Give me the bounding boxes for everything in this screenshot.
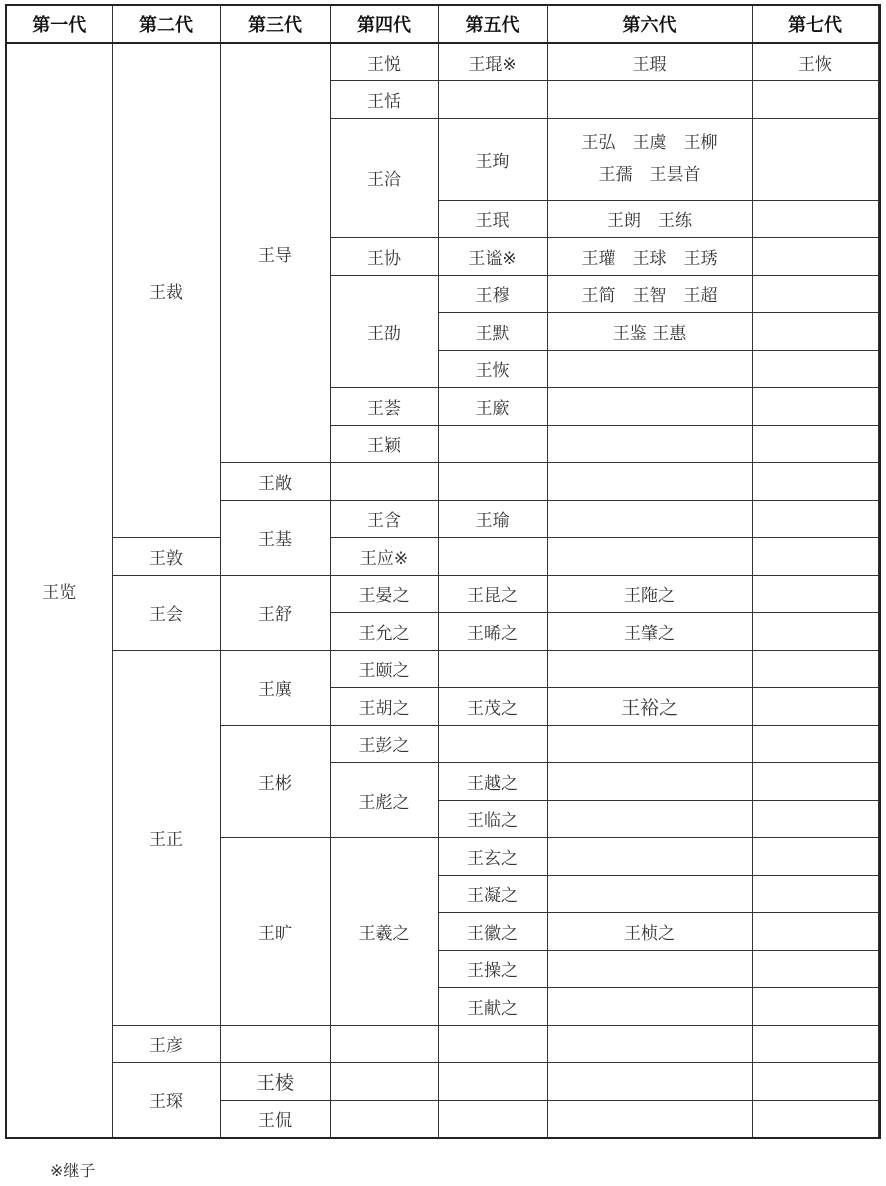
empty-cell <box>330 1025 438 1063</box>
header-gen3: 第三代 <box>220 5 330 43</box>
gen2-wang-cai: 王裁 <box>112 43 220 538</box>
table-row <box>6 1063 880 1101</box>
empty-cell <box>438 463 547 501</box>
gen6-mo-children: 王鉴 王惠 <box>547 313 752 351</box>
empty-cell <box>752 988 878 1026</box>
gen4-wang-xizhi: 王羲之 <box>330 838 438 1026</box>
gen3-wang-yi: 王廙 <box>220 650 330 725</box>
gen3-wang-dun: 王敦 <box>112 538 220 576</box>
gen5-wang-ningzhi: 王凝之 <box>438 875 547 913</box>
header-gen2: 第二代 <box>112 5 220 43</box>
gen6-min-children: 王朗 王练 <box>547 200 752 238</box>
gen4-wang-ying: 王应※ <box>330 538 438 576</box>
table-row <box>6 538 880 576</box>
gen5-wang-huizhi: 王徽之 <box>438 913 547 951</box>
gen3-wang-bin: 王彬 <box>220 725 330 838</box>
table-row <box>6 43 880 81</box>
empty-cell <box>547 950 752 988</box>
empty-cell <box>752 81 878 119</box>
gen5-wang-kun: 王琨※ <box>438 43 547 81</box>
header-gen5: 第五代 <box>438 5 547 43</box>
empty-cell <box>752 838 878 876</box>
gen5-wang-hui: 王恢 <box>438 350 547 388</box>
gen4-wang-yu: 王瑜 <box>438 500 547 538</box>
gen3-wang-shu: 王舒 <box>220 575 330 650</box>
gen5-wang-xianzhi: 王献之 <box>438 988 547 1026</box>
gen2-wang-hui: 王会 <box>112 575 220 650</box>
empty-cell <box>547 763 752 801</box>
empty-cell <box>752 725 878 763</box>
empty-cell <box>547 800 752 838</box>
empty-cell <box>752 1063 878 1101</box>
gen4-wang-yizhi: 王颐之 <box>330 650 438 688</box>
empty-cell <box>438 725 547 763</box>
empty-cell <box>547 838 752 876</box>
genealogy-table <box>5 4 881 1139</box>
gen3-wang-han: 王含 <box>330 500 438 538</box>
gen6-wang-tuozhi: 王陁之 <box>547 575 752 613</box>
table-row <box>6 1025 880 1063</box>
empty-cell <box>752 688 878 726</box>
gen4-wang-yanzhi: 王晏之 <box>330 575 438 613</box>
gen6-wang-zhenzhi: 王桢之 <box>547 913 752 951</box>
gen6-wang-zhaozhi: 王肇之 <box>547 613 752 651</box>
gen2-wang-yan: 王彦 <box>112 1025 220 1063</box>
header-row <box>6 5 880 43</box>
empty-cell <box>438 538 547 576</box>
empty-cell <box>438 650 547 688</box>
gen5-wang-maozhi: 王茂之 <box>438 688 547 726</box>
empty-cell <box>547 650 752 688</box>
gen4-wang-pengzhi: 王彭之 <box>330 725 438 763</box>
empty-cell <box>330 1063 438 1101</box>
empty-cell <box>752 875 878 913</box>
gen3-wang-kan: 王侃 <box>220 1100 330 1138</box>
xun-children-line1: 王弘 王虞 王柳 <box>581 132 718 153</box>
empty-cell <box>547 725 752 763</box>
empty-cell <box>752 238 878 276</box>
empty-cell <box>220 1025 330 1063</box>
empty-cell <box>547 875 752 913</box>
header-gen1: 第一代 <box>6 5 112 43</box>
empty-cell <box>752 800 878 838</box>
table-row <box>6 650 880 688</box>
gen6-mi-children: 王瓘 王球 王琇 <box>547 238 752 276</box>
empty-cell <box>752 1100 878 1138</box>
gen3-wang-dao: 王导 <box>220 43 330 463</box>
gen7-wang-hui: 王恢 <box>752 43 878 81</box>
gen4-wang-qia: 王洽 <box>330 118 438 238</box>
empty-cell <box>752 763 878 801</box>
empty-cell <box>752 538 878 576</box>
empty-cell <box>547 425 752 463</box>
empty-cell <box>438 425 547 463</box>
empty-cell <box>547 988 752 1026</box>
gen2-wang-zheng: 王正 <box>112 650 220 1025</box>
gen4-wang-biaozhi: 王彪之 <box>330 763 438 838</box>
empty-cell <box>547 1063 752 1101</box>
header-gen6: 第六代 <box>547 5 752 43</box>
empty-cell <box>547 538 752 576</box>
gen5-wang-min: 王珉 <box>438 200 547 238</box>
gen1-wang-lan: 王览 <box>6 43 112 1138</box>
table-row <box>6 575 880 613</box>
gen5-wang-kunzhi: 王昆之 <box>438 575 547 613</box>
empty-cell <box>752 575 878 613</box>
gen3-wang-ying: 王颖 <box>330 425 438 463</box>
empty-cell <box>752 118 878 200</box>
gen5-wang-xizhi: 王晞之 <box>438 613 547 651</box>
gen5-wang-mo: 王默 <box>438 313 547 351</box>
gen4-wang-hui: 王荟 <box>330 388 438 426</box>
gen2-wang-ji: 王基 <box>220 500 330 575</box>
gen5-wang-xun: 王珣 <box>438 118 547 200</box>
empty-cell <box>438 1100 547 1138</box>
empty-cell <box>752 463 878 501</box>
empty-cell <box>752 313 878 351</box>
empty-cell <box>752 950 878 988</box>
empty-cell <box>547 81 752 119</box>
gen5-wang-xuanzhi: 王玄之 <box>438 838 547 876</box>
empty-cell <box>547 388 752 426</box>
xun-children-line2: 王孺 王昙首 <box>598 165 701 185</box>
gen6-xun-children <box>547 118 752 200</box>
gen3-wang-chang: 王敞 <box>220 463 330 501</box>
gen4-wang-tian: 王恬 <box>330 81 438 119</box>
gen2-wang-chen: 王琛 <box>112 1063 220 1138</box>
empty-cell <box>438 81 547 119</box>
footnote-adopted-son: ※继子 <box>50 1161 96 1180</box>
empty-cell <box>547 500 752 538</box>
empty-cell <box>752 913 878 951</box>
gen6-wang-xia: 王瑕 <box>547 43 752 81</box>
empty-cell <box>330 463 438 501</box>
empty-cell <box>752 425 878 463</box>
empty-cell <box>547 350 752 388</box>
gen6-wang-yuzhi: 王裕之 <box>547 688 752 726</box>
gen5-wang-mu: 王穆 <box>438 275 547 313</box>
empty-cell <box>752 350 878 388</box>
empty-cell <box>547 463 752 501</box>
empty-cell <box>878 500 880 538</box>
gen5-wang-caozhi: 王操之 <box>438 950 547 988</box>
gen5-wang-mi: 王谧※ <box>438 238 547 276</box>
gen4-wang-yunzhi: 王允之 <box>330 613 438 651</box>
empty-cell <box>547 1025 752 1063</box>
empty-cell <box>752 388 878 426</box>
gen4-wang-shao: 王劭 <box>330 275 438 388</box>
empty-cell <box>752 200 878 238</box>
header-gen7: 第七代 <box>752 5 878 43</box>
empty-cell <box>752 1025 878 1063</box>
header-gen4: 第四代 <box>330 5 438 43</box>
empty-cell <box>438 1063 547 1101</box>
empty-cell <box>878 425 880 463</box>
empty-cell <box>752 613 878 651</box>
gen4-wang-yue: 王悦 <box>330 43 438 81</box>
gen5-wang-linzhi: 王临之 <box>438 800 547 838</box>
empty-cell <box>547 1100 752 1138</box>
empty-cell <box>752 275 878 313</box>
gen5-wang-yuezhi: 王越之 <box>438 763 547 801</box>
empty-cell <box>752 650 878 688</box>
gen4-wang-xie: 王协 <box>330 238 438 276</box>
gen5-wang-yi: 王廞 <box>438 388 547 426</box>
empty-cell <box>438 1025 547 1063</box>
empty-cell <box>330 1100 438 1138</box>
gen3-wang-leng: 王棱 <box>220 1063 330 1101</box>
empty-cell <box>752 500 878 538</box>
gen3-wang-kuang: 王旷 <box>220 838 330 1026</box>
gen4-wang-huzhi: 王胡之 <box>330 688 438 726</box>
gen6-mu-children: 王简 王智 王超 <box>547 275 752 313</box>
